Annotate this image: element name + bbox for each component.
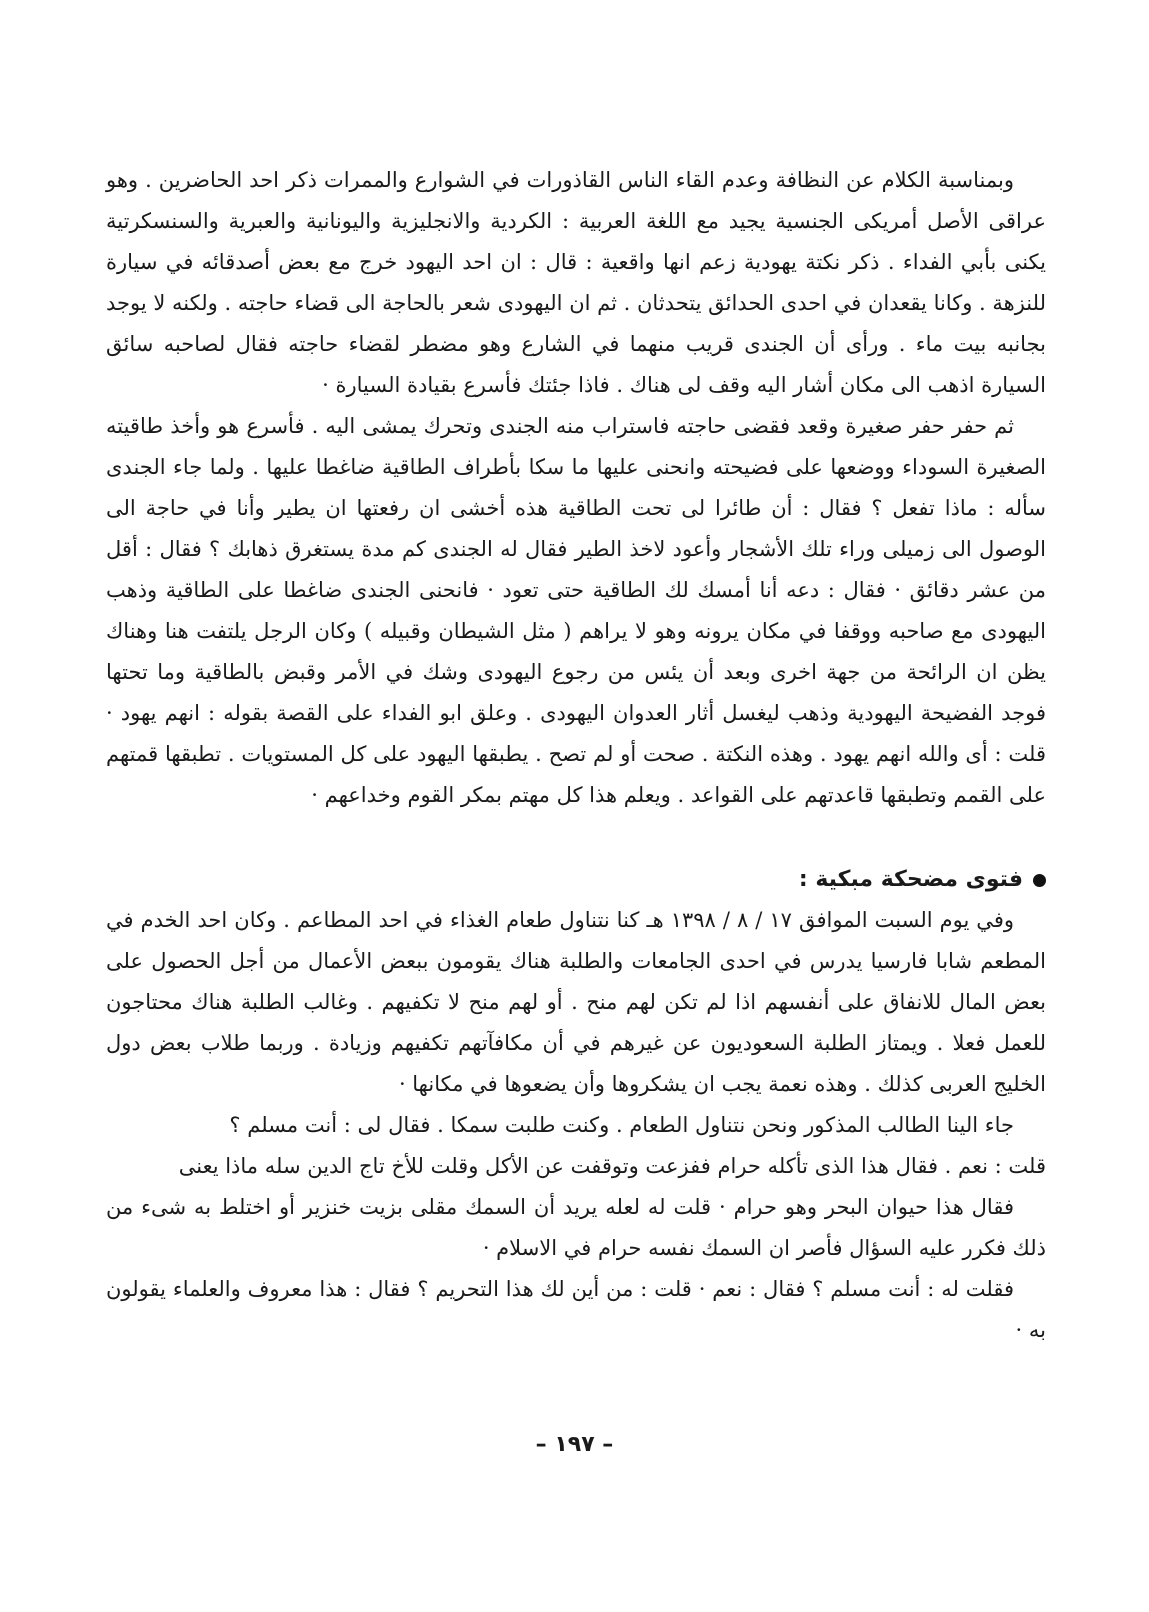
paragraph: فقلت له : أنت مسلم ؟ فقال : نعم · قلت : من أين لك هذا التحريم ؟ فقال : هذا معروف والعلماء يقولون به ·: [106, 1277, 1046, 1342]
paragraph: جاء الينا الطالب المذكور ونحن نتناول الطعام . وكنت طلبت سمكا . فقال لى : أنت مسلم ؟: [229, 1113, 1014, 1137]
paragraph: وفي يوم السبت الموافق ١٧ / ٨ / ١٣٩٨ هـ كنا نتناول طعام الغذاء في احد المطاعم . وكان احد الخدم في المطعم شابا فارسيا يدرس في احدى الجامعات والطلبة هناك يقومون ببعض الأعمال من أجل الحصول على بعض المال للانفاق على أنفسهم اذا لم تكن لهم منح . أو لهم منح لا تكفيهم . وغالب الطلبة هناك محتاجون للعمل فعلا . ويمتاز الطلبة السعوديون عن غيرهم في أن مكافآتهم تكفيهم وزيادة . وربما طلاب بعض دول الخليج العربى كذلك . وهذه نعمة يجب ان يشكروها وأن يضعوها في مكانها ·: [106, 908, 1046, 1096]
paragraph: فقال هذا حيوان البحر وهو حرام · قلت له لعله يريد أن السمك مقلى بزيت خنزير أو اختلط به شىء من ذلك فكرر عليه السؤال فأصر ان السمك نفسه حرام في الاسلام ·: [106, 1195, 1046, 1260]
paragraph: قلت : نعم . فقال هذا الذى تأكله حرام ففزعت وتوقفت عن الأكل وقلت للأخ تاج الدين سله ماذا يعنى: [178, 1154, 1046, 1178]
paragraph: ثم حفر حفر صغيرة وقعد فقضى حاجته فاستراب منه الجندى وتحرك يمشى اليه . فأسرع هو وأخذ طاقيته الصغيرة السوداء ووضعها على فضيحته وانحنى عليها ما سكا بأطراف الطاقية ضاغطا عليها . ولما جاء الجندى سأله : ماذا تفعل ؟ فقال : أن طائرا لى تحت الطاقية هذه أخشى ان رفعتها ان يطير وأنا في حاجة الى الوصول الى زميلى وراء تلك الأشجار وأعود لاخذ الطير فقال له الجندى كم مدة يستغرق ذهابك ؟ فقال : أقل من عشر دقائق · فقال : دعه أنا أمسك لك الطاقية حتى تعود · فانحنى الجندى ضاغطا على الطاقية وذهب اليهودى مع صاحبه ووقفا في مكان يرونه وهو لا يراهم ( مثل الشيطان وقبيله ) وكان الرجل يلتفت هنا وهناك يظن ان الرائحة من جهة اخرى وبعد أن يئس من رجوع اليهودى وشك في الأمر وقبض بالطاقية وما تحتها فوجد الفضيحة اليهودية وذهب ليغسل أثار العدوان اليهودى . وعلق ابو الفداء على القصة بقوله : انهم يهود · قلت : أى والله انهم يهود . وهذه النكتة . صحت أو لم تصح . يطبقها اليهود على كل المستويات . تطبقها قمتهم على القمم وتطبقها قاعدتهم على القواعد . ويعلم هذا كل مهتم بمكر القوم وخداعهم ·: [106, 414, 1046, 807]
section-heading-text: فتوى مضحكة مبكية :: [798, 867, 1023, 892]
page-number: – ١٩٧ –: [535, 1432, 614, 1457]
section-heading: [106, 860, 1046, 900]
paragraph: وبمناسبة الكلام عن النظافة وعدم القاء الناس القاذورات في الشوارع والممرات ذكر احد الحاضرين . وهو عراقى الأصل أمريكى الجنسية يجيد مع اللغة العربية : الكردية والانجليزية واليونانية والعبرية والسنسكرتية يكنى بأبي الفداء . ذكر نكتة يهودية زعم انها واقعية : قال : ان احد اليهود خرج مع بعض أصدقائه في سيارة للنزهة . وكانا يقعدان في احدى الحدائق يتحدثان . ثم ان اليهودى شعر بالحاجة الى قضاء حاجته . ولكنه لا يوجد بجانبه بيت ماء . ورأى أن الجندى قريب منهما في الشارع وهو مضطر لقضاء حاجته فقال لصاحبه سائق السيارة اذهب الى مكان أشار اليه وقف لى هناك . فاذا جئتك فأسرع بقيادة السيارة ·: [106, 168, 1046, 397]
document-page: [106, 160, 1046, 1351]
bullet-icon: [1033, 874, 1046, 887]
